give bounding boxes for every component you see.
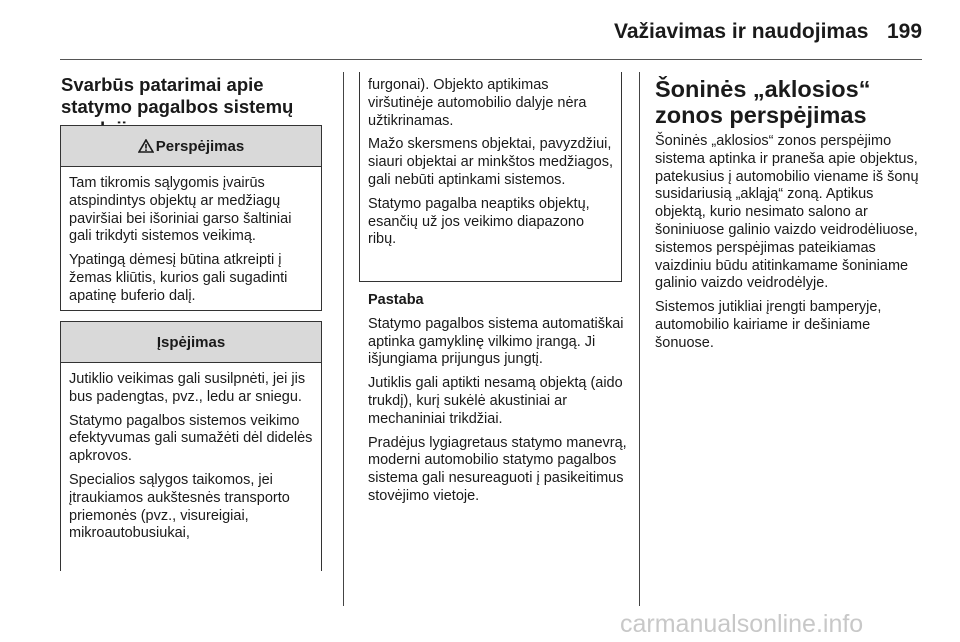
caution-paragraph: Statymo pagalbos sistemos veikimo efektyvumas gali sumažėti dėl didelės apkrovos.	[69, 412, 313, 465]
section-title-blind-spot: Šoninės „aklosios“ zonos perspėjimas	[655, 76, 871, 128]
column-divider-2	[639, 72, 640, 606]
note-title: Pastaba	[368, 292, 424, 308]
caution-box-heading: Įspėjimas	[156, 333, 226, 351]
caution-box-header	[61, 322, 321, 363]
warning-box	[60, 125, 322, 311]
blind-spot-paragraph: Šoninės „aklosios“ zonos perspėjimo sistema aptinka ir praneša apie objektus, patekusius į automobilio viename iš šonų susidariusią „akląją“ zoną. Aptikus objektą, kurio nesimato salono ar šoniniuose galinio vaizdo veidrodėliuose, sistemos perspėjimas pateikiamas vaizdiniu būdu atitinkamame šoniniame galinio vaizdo veidrodėlyje.	[655, 133, 919, 292]
section-title-parking-tips: Svarbūs patarimai apie statymo pagalbos sistemų	[61, 74, 294, 117]
warning-box-heading: Perspėjimas	[155, 137, 245, 155]
caution-paragraph: Mažo skersmens objektai, pavyzdžiui, siauri objektai ar minkštos medžiagos, gali nebūti aptinkami sistemos.	[368, 136, 613, 188]
warning-paragraph: Ypatingą dėmesį būtina atkreipti į žemas kliūtis, kurios gali sugadinti apatinę buferio dalį.	[69, 252, 288, 304]
warning-triangle-icon	[138, 139, 154, 153]
caution-paragraph: Specialios sąlygos taikomos, jei įtraukiamos aukštesnės transporto priemonės (pvz., visureigiai, mikroautobusiukai,	[69, 471, 290, 542]
watermark: carmanualsonline.info	[620, 610, 864, 638]
caution-box-continued-body	[360, 72, 621, 249]
caution-paragraph: furgonai). Objekto aptikimas viršutinėje automobilio dalyje nėra užtikrinamas.	[368, 77, 587, 129]
caution-paragraph: Jutiklio veikimas gali susilpnėti, jei jis bus padengtas, pvz., ledu ar sniegu.	[69, 371, 306, 405]
note-section	[368, 292, 630, 512]
warning-box-body	[61, 167, 321, 306]
caution-box-body	[61, 363, 321, 543]
warning-paragraph: Tam tikromis sąlygomis įvairūs atspindintys objektų ar medžiagų paviršiai bei išoriniai garso šaltiniai gali trikdyti sistemos veikimą.	[69, 175, 292, 245]
blind-spot-body	[655, 133, 927, 359]
header-rule	[60, 59, 922, 60]
caution-box	[60, 321, 322, 571]
header-title: Važiavimas ir naudojimas	[614, 20, 869, 43]
column-divider-1	[343, 72, 344, 606]
note-paragraph: Pradėjus lygiagretaus statymo manevrą, moderni automobilio statymo pagalbos sistema gali nesureaguoti į pasikeitimus stovėjimo vietoje.	[368, 434, 627, 504]
blind-spot-paragraph: Sistemos jutikliai įrengti bamperyje, automobilio kairiame ir dešiniame šonuose.	[655, 299, 882, 351]
note-paragraph: Jutiklis gali aptikti nesamą objektą (aido trukdį), kurį sukėlė akustiniai ar mechaniniai trikdžiai.	[368, 375, 623, 427]
caution-box-continued	[359, 72, 622, 282]
note-paragraph: Statymo pagalbos sistema automatiškai aptinka gamyklinę vilkimo įrangą. Ji išjungiama prijungus jungtį.	[368, 315, 624, 368]
warning-box-header	[61, 126, 321, 167]
page-number: 199	[887, 20, 923, 43]
caution-paragraph: Statymo pagalba neaptiks objektų, esančių už jos veikimo diapazono ribų.	[368, 195, 590, 248]
